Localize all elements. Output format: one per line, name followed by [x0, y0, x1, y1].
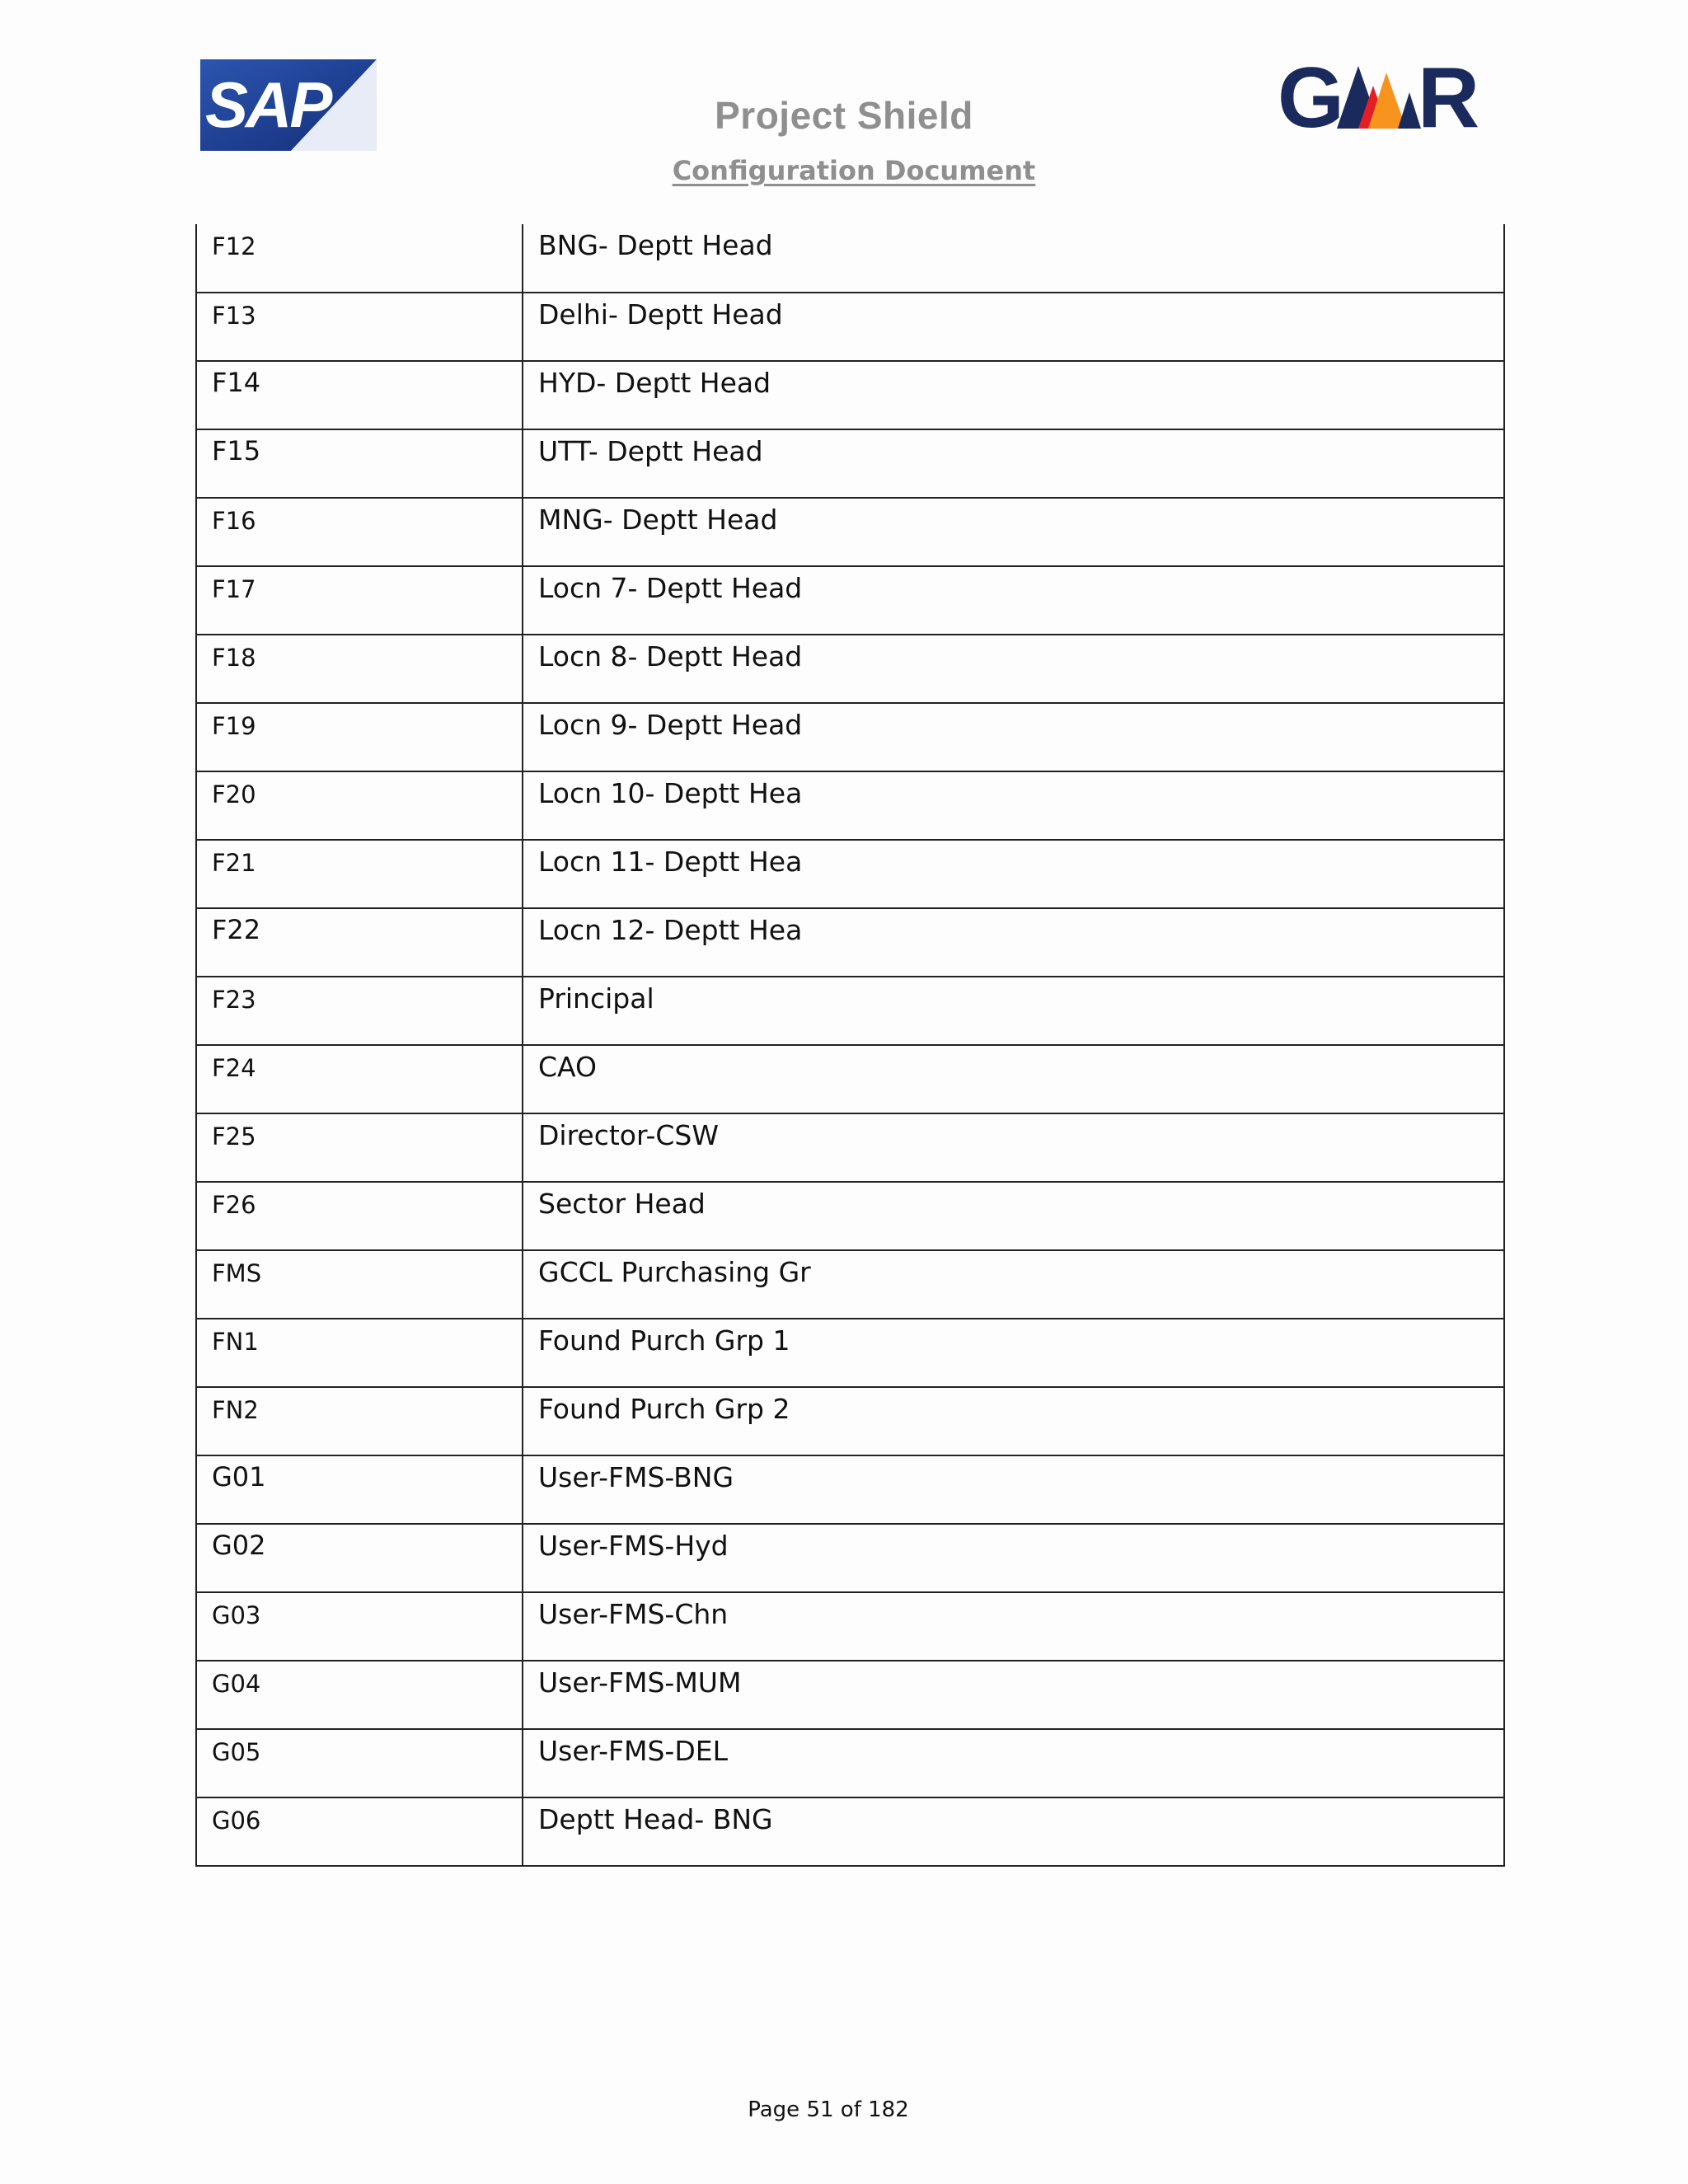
- table-body: [196, 224, 1504, 1866]
- description-cell: Director-CSW: [523, 1113, 1504, 1182]
- svg-text:SAP: SAP: [205, 68, 331, 141]
- description-cell: Found Purch Grp 1: [523, 1319, 1504, 1387]
- description-cell: Delhi- Deptt Head: [523, 293, 1504, 361]
- description-cell: Locn 11- Deptt Hea: [523, 840, 1504, 908]
- description-cell: User-FMS-Chn: [523, 1592, 1504, 1661]
- svg-text:G: G: [1278, 54, 1339, 137]
- table-row: [196, 635, 1504, 703]
- svg-text:R: R: [1418, 54, 1475, 137]
- document-title: Project Shield: [715, 94, 973, 137]
- code-cell: F12: [196, 224, 523, 293]
- code-cell: F15: [196, 429, 523, 498]
- code-cell: F16: [196, 498, 523, 566]
- description-cell: Locn 8- Deptt Head: [523, 635, 1504, 703]
- code-cell: G03: [196, 1592, 523, 1661]
- description-cell: User-FMS-BNG: [523, 1455, 1504, 1524]
- code-cell: F13: [196, 293, 523, 361]
- table-row: [196, 977, 1504, 1045]
- code-cell: G05: [196, 1729, 523, 1797]
- data-table: [195, 224, 1505, 1867]
- description-cell: Locn 9- Deptt Head: [523, 703, 1504, 771]
- code-cell: F17: [196, 566, 523, 635]
- code-cell: F20: [196, 771, 523, 840]
- description-cell: UTT- Deptt Head: [523, 429, 1504, 498]
- description-cell: Locn 10- Deptt Hea: [523, 771, 1504, 840]
- description-cell: Deptt Head- BNG: [523, 1797, 1504, 1866]
- table-row: [196, 908, 1504, 977]
- code-cell: F23: [196, 977, 523, 1045]
- description-cell: HYD- Deptt Head: [523, 361, 1504, 429]
- page-number: Page 51 of 182: [748, 2097, 909, 2122]
- description-cell: Principal: [523, 977, 1504, 1045]
- table-row: [196, 1524, 1504, 1592]
- description-cell: Locn 12- Deptt Hea: [523, 908, 1504, 977]
- table-row: [196, 566, 1504, 635]
- description-cell: Found Purch Grp 2: [523, 1387, 1504, 1455]
- code-cell: F26: [196, 1182, 523, 1250]
- table-row: [196, 840, 1504, 908]
- table-row: [196, 1387, 1504, 1455]
- code-cell: F21: [196, 840, 523, 908]
- code-cell: FN2: [196, 1387, 523, 1455]
- code-cell: G02: [196, 1524, 523, 1592]
- code-cell: F18: [196, 635, 523, 703]
- table-row: [196, 1319, 1504, 1387]
- description-cell: MNG- Deptt Head: [523, 498, 1504, 566]
- table-row: [196, 1182, 1504, 1250]
- description-cell: User-FMS-MUM: [523, 1661, 1504, 1729]
- description-cell: GCCL Purchasing Gr: [523, 1250, 1504, 1319]
- code-cell: F14: [196, 361, 523, 429]
- table-row: [196, 1592, 1504, 1661]
- description-cell: User-FMS-DEL: [523, 1729, 1504, 1797]
- code-cell: F19: [196, 703, 523, 771]
- description-cell: Sector Head: [523, 1182, 1504, 1250]
- code-cell: G04: [196, 1661, 523, 1729]
- description-cell: Locn 7- Deptt Head: [523, 566, 1504, 635]
- description-cell: User-FMS-Hyd: [523, 1524, 1504, 1592]
- table-row: [196, 361, 1504, 429]
- code-cell: F25: [196, 1113, 523, 1182]
- table-row: [196, 429, 1504, 498]
- table-row: [196, 1045, 1504, 1113]
- code-cell: F22: [196, 908, 523, 977]
- table-row: [196, 703, 1504, 771]
- table-row: [196, 1455, 1504, 1524]
- document-subtitle: Configuration Document: [672, 155, 1036, 186]
- table-row: [196, 1250, 1504, 1319]
- table-row: [196, 1113, 1504, 1182]
- code-cell: F24: [196, 1045, 523, 1113]
- table-row: [196, 224, 1504, 293]
- code-cell: G01: [196, 1455, 523, 1524]
- purchasing-group-table: [195, 224, 1503, 1867]
- table-row: [196, 771, 1504, 840]
- page-header: [0, 0, 1688, 224]
- table-row: [196, 1729, 1504, 1797]
- code-cell: FMS: [196, 1250, 523, 1319]
- code-cell: G06: [196, 1797, 523, 1866]
- description-cell: BNG- Deptt Head: [523, 224, 1504, 293]
- table-row: [196, 293, 1504, 361]
- table-row: [196, 1661, 1504, 1729]
- table-row: [196, 498, 1504, 566]
- code-cell: FN1: [196, 1319, 523, 1387]
- description-cell: CAO: [523, 1045, 1504, 1113]
- table-row: [196, 1797, 1504, 1866]
